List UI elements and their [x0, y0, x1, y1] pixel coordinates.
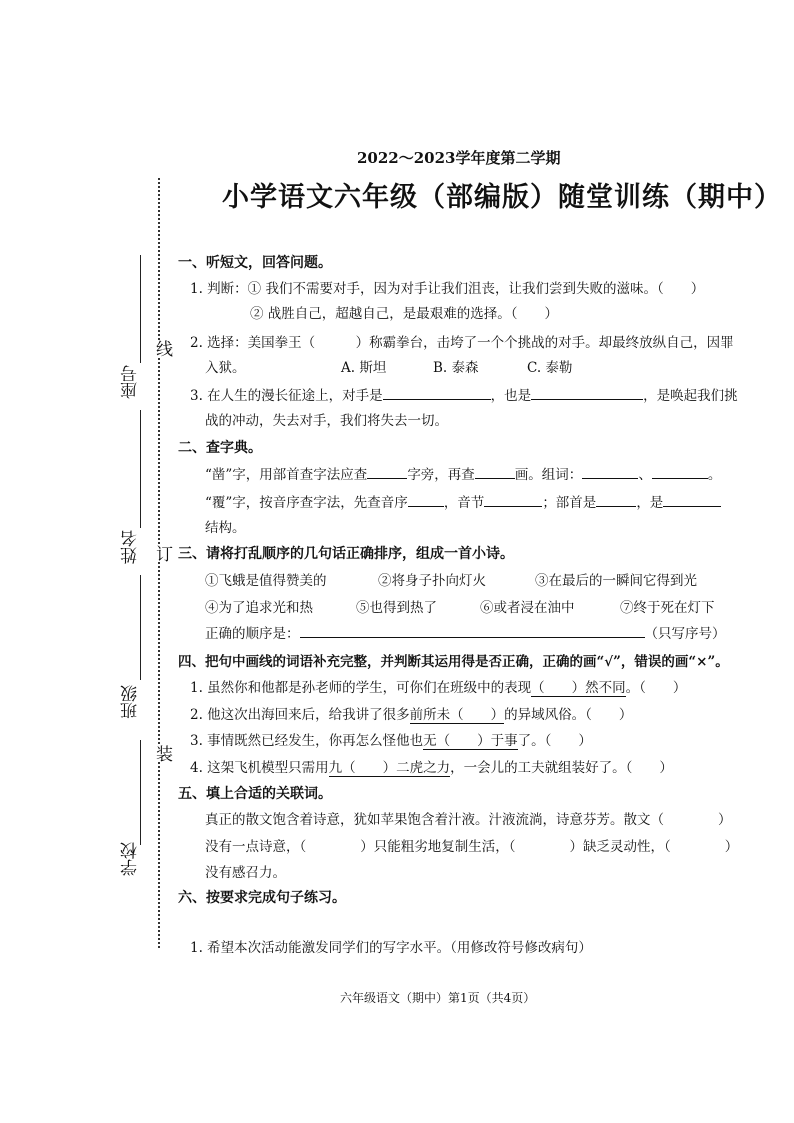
s3-option-2: ②将身子扑向灯火	[378, 573, 486, 589]
class-underline	[140, 575, 141, 680]
s2-strokes-blank[interactable]	[475, 464, 515, 479]
binding-dotted-line	[158, 178, 160, 948]
s2-line3: 结构。	[205, 520, 246, 536]
s1-q1-line2: ② 战胜自己，超越自己，是最艰难的选择。（ ）	[250, 306, 559, 322]
section-3-title: 三、请将打乱顺序的几句话正确排序，组成一首小诗。	[178, 546, 514, 562]
s4-q4-post: ，一会儿的工夫就组装好了。（ ）	[450, 760, 673, 776]
page-title: 小学语文六年级（部编版）随堂训练（期中）	[222, 182, 782, 213]
s1-q1-line1: 1. 判断：① 我们不需要对手，因为对手让我们沮丧，让我们尝到失败的滋味。（ ）	[190, 281, 705, 297]
binding-line-char: 线	[150, 340, 175, 357]
s1-q3-blank-2[interactable]	[531, 385, 643, 400]
s3-option-5: ⑤也得到热了	[356, 600, 437, 616]
section-6-title: 六、按要求完成句子练习。	[178, 890, 346, 906]
s1-q2-option-a: A. 斯坦	[341, 360, 387, 376]
s3-option-1: ①飞蛾是值得赞美的	[205, 573, 327, 589]
s5-line1: 真正的散文饱含着诗意，犹如苹果饱含着汁液。汁液流淌，诗意芬芳。散文（ ）	[205, 812, 732, 828]
s4-q2-post: 的异域风俗。（ ）	[504, 707, 633, 723]
s3-option-3: ③在最后的一瞬间它得到光	[535, 573, 697, 589]
seat-label: 座号	[121, 365, 141, 399]
s2-structure-blank[interactable]	[663, 492, 721, 507]
s2-l2-text-2: ，音节	[443, 495, 485, 511]
s3-option-6: ⑥或者浸在油中	[480, 600, 575, 616]
s1-q2-option-b: B. 泰森	[433, 360, 479, 376]
school-year: 2022～2023学年度第二学期	[357, 149, 561, 167]
s4-q2-pre: 2. 他这次出海回来后，给我讲了很多	[190, 707, 410, 723]
s5-line2: 没有一点诗意，（ ）只能粗劣地复制生活，（ ）缺乏灵动性，（ ）	[205, 839, 739, 855]
binding-ding-char: 订	[150, 545, 175, 562]
s2-initial-blank[interactable]	[408, 492, 444, 507]
s1-q3-blank-1[interactable]	[383, 385, 491, 400]
s4-q4-underlined[interactable]: 九（ ）二虎之力	[328, 760, 451, 776]
s2-l2-text-3: ；部首是	[542, 495, 597, 511]
s1-q3-line2: 战的冲动，失去对手，我们将失去一切。	[205, 413, 448, 429]
s2-word-blank-2[interactable]	[652, 464, 708, 479]
s2-l1-text-5: 。	[707, 467, 722, 483]
s2-l1-text-1: “凿”字，用部首查字法应查	[205, 467, 368, 483]
page-footer: 六年级语文（期中）第1页（共4页）	[340, 991, 536, 1005]
s2-radical2-blank[interactable]	[596, 492, 636, 507]
s2-syllable-blank[interactable]	[484, 492, 542, 507]
s4-q3-post: 了。（ ）	[517, 733, 592, 749]
s4-q3-underlined[interactable]: 无（ ）于事	[423, 733, 518, 749]
s4-q1-post: 。（ ）	[625, 680, 687, 696]
s1-q3-text-3: ，是唤起我们挑	[643, 388, 738, 404]
s1-q3-line1	[190, 384, 738, 404]
s1-q2-line2: 入狱。	[205, 360, 246, 376]
seat-underline	[140, 255, 141, 363]
s1-q2-line1: 2. 选择：美国拳王（ ）称霸拳台，击垮了一个个挑战的对手。却最终放纵自己，因罪	[190, 335, 734, 351]
s4-q3-pre: 3. 事情既然已经发生，你再怎么怪他也	[190, 733, 424, 749]
s4-q1-pre: 1. 虽然你和他都是孙老师的学生，可你们在班级中的表现	[190, 680, 532, 696]
name-underline	[140, 410, 141, 528]
s2-line1	[205, 463, 721, 483]
s4-q4	[190, 756, 673, 776]
s2-radical-blank[interactable]	[367, 464, 407, 479]
s3-answer-blank[interactable]	[300, 623, 645, 638]
s2-word-blank-1[interactable]	[582, 464, 638, 479]
s3-option-7: ⑦终于死在灯下	[620, 600, 715, 616]
s2-line2	[205, 491, 721, 511]
section-2-title: 二、查字典。	[178, 440, 262, 456]
section-4-title: 四、把句中画线的词语补充完整，并判断其运用得是否正确，正确的画“√”，错误的画“×”。	[178, 654, 729, 670]
s3-answer-line	[205, 622, 726, 642]
s3-answer-note: （只写序号）	[644, 626, 726, 642]
s3-option-4: ④为了追求光和热	[205, 600, 313, 616]
s1-q3-text-1: 3. 在人生的漫长征途上，对手是	[190, 388, 383, 404]
s2-l1-text-2: 字旁，再查	[407, 467, 475, 483]
s1-q3-text-2: ，也是	[490, 388, 532, 404]
section-5-title: 五、填上合适的关联词。	[178, 786, 332, 802]
s4-q3	[190, 729, 592, 749]
s4-q1	[190, 676, 686, 696]
s1-q2-option-c: C. 泰勒	[527, 360, 573, 376]
s2-l2-text-4: ，是	[636, 495, 664, 511]
school-label: 学校	[121, 842, 141, 876]
school-underline	[140, 740, 141, 845]
s6-q1: 1. 希望本次活动能激发同学们的写字水平。（用修改符号修改病句）	[190, 940, 592, 956]
s2-l2-text-1: “覆”字，按音序查字法，先查音序	[205, 495, 408, 511]
name-label: 姓名	[121, 530, 141, 564]
class-label: 班级	[121, 685, 141, 719]
s2-l1-text-4: 、	[638, 467, 652, 483]
s3-answer-label: 正确的顺序是：	[205, 626, 300, 642]
s4-q4-pre: 4. 这架飞机模型只需用	[190, 760, 329, 776]
section-1-title: 一、听短文，回答问题。	[178, 255, 332, 271]
s2-l1-text-3: 画。组词：	[514, 467, 583, 483]
s4-q2-underlined[interactable]: 前所未（ ）	[409, 707, 505, 723]
s5-line3: 没有感召力。	[205, 865, 286, 881]
binding-zhuang-char: 装	[150, 745, 175, 762]
s4-q2	[190, 703, 632, 723]
s4-q1-underlined[interactable]: （ ）然不同	[531, 680, 626, 696]
